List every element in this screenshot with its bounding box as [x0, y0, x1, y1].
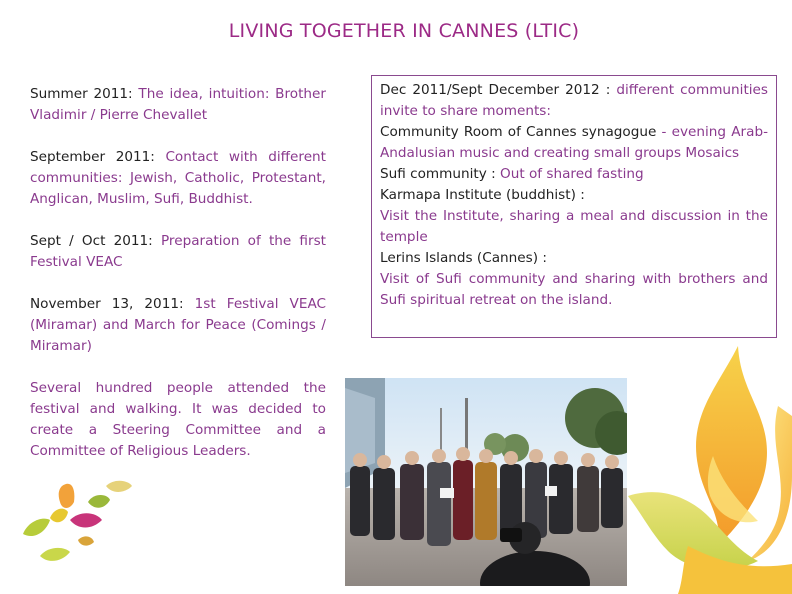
timeline-column [30, 84, 326, 483]
event-text-line [380, 206, 768, 248]
event-text-line [380, 269, 768, 311]
event-place: Lerins Islands (Cannes) : [380, 250, 547, 266]
leaves-decoration [18, 476, 136, 572]
entry-text: Preparation of the first Festival VEAC [30, 233, 326, 270]
event-place: Community Room of Cannes synagogue [380, 124, 657, 140]
entry-date: Summer 2011: [30, 86, 133, 102]
event-place: Karmapa Institute (buddhist) : [380, 187, 585, 203]
timeline-entry [30, 231, 326, 273]
entry-text: The idea, intuition: Brother Vladimir / Pierre Chevallet [30, 86, 327, 123]
box-header-date: Dec 2011/Sept December 2012 : [380, 82, 611, 98]
timeline-entry [30, 84, 326, 126]
entry-text: Contact with different communities: Jewish, Catholic, Protestant, Anglican, Muslim, Sufi, Buddhist. [30, 149, 327, 207]
event-place: Sufi community : [380, 166, 496, 182]
event-item [380, 122, 768, 164]
box-header-text: different communities invite to share moments: [380, 82, 768, 119]
timeline-entry [30, 147, 326, 210]
flame-dove-decoration [628, 346, 792, 594]
event-place-line [380, 185, 768, 206]
event-sep: - [656, 124, 672, 140]
timeline-entry [30, 294, 326, 357]
event-text: Visit of Sufi community and sharing with brothers and Sufi spiritual retreat on the island. [380, 271, 768, 308]
event-place-line [380, 248, 768, 269]
entry-date: September 2011: [30, 149, 155, 165]
event-text: Visit the Institute, sharing a meal and discussion in the temple [380, 208, 768, 245]
events-box [371, 75, 777, 338]
entry-date: Sept / Oct 2011: [30, 233, 153, 249]
slide-title: LIVING TOGETHER IN CANNES (LTIC) [228, 20, 580, 42]
event-text: Out of shared fasting [500, 166, 644, 182]
event-text: evening Arab-Andalusian music and creating small groups Mosaics [380, 124, 768, 161]
entry-date: November 13, 2011: [30, 296, 184, 312]
entry-text: 1st Festival VEAC (Miramar) and March for Peace (Comings / Miramar) [30, 296, 326, 354]
entry-text: Several hundred people attended the festival and walking. It was decided to create a Steering Committee and a Committee of Religious Leaders. [30, 380, 326, 459]
box-header [380, 80, 768, 122]
event-item [380, 164, 768, 185]
march-photo [345, 378, 627, 586]
timeline-summary [30, 378, 326, 462]
